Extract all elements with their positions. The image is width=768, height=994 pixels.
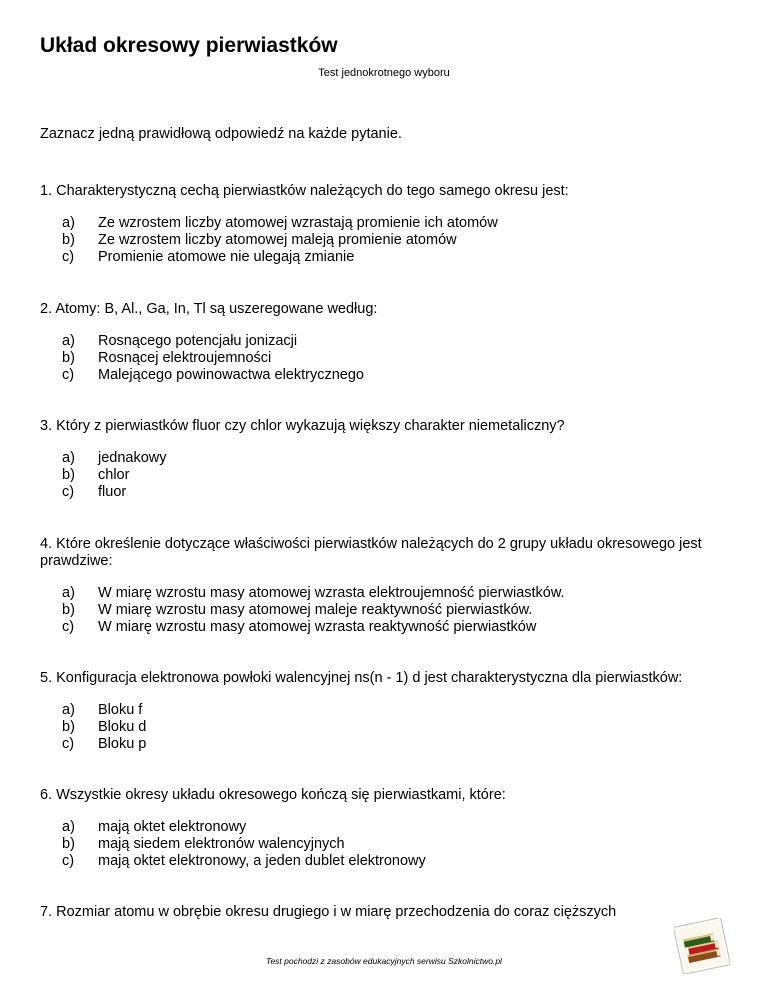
option-letter: c) [62,853,75,869]
option-text: chlor [98,467,130,483]
option-text: mają oktet elektronowy [98,819,247,835]
answer-option[interactable] [62,367,740,384]
question-6 [40,787,740,870]
option-text: Ze wzrostem liczby atomowej wzrastają promienie ich atomów [98,215,498,231]
option-letter: c) [62,619,75,635]
page-title: Układ okresowy pierwiastków [40,34,338,57]
answer-options [40,333,740,384]
option-letter: a) [62,585,75,601]
option-letter: a) [62,450,75,466]
question-text: 1. Charakterystyczną cechą pierwiastków należących do tego samego okresu jest: [40,183,569,199]
question-text: 6. Wszystkie okresy układu okresowego kończą się pierwiastkami, które: [40,787,506,803]
page-subtitle: Test jednokrotnego wyboru [318,67,450,79]
question-text: 3. Który z pierwiastków fluor czy chlor wykazują większy charakter niemetaliczny? [40,418,565,434]
option-letter: b) [62,467,75,483]
answer-option[interactable] [62,467,740,484]
answer-option[interactable] [62,585,740,602]
option-letter: a) [62,333,75,349]
books-icon [674,918,730,974]
answer-options [40,585,740,636]
option-text: Malejącego powinowactwa elektrycznego [98,367,364,383]
option-text: Bloku d [98,719,147,735]
instruction-text: Zaznacz jedną prawidłową odpowiedź na każde pytanie. [40,126,402,142]
question-5 [40,670,740,753]
question-3 [40,418,740,501]
answer-options [40,702,740,753]
option-text: Rosnącego potencjału jonizacji [98,333,298,349]
answer-option[interactable] [62,836,740,853]
option-text: W miarę wzrostu masy atomowej wzrasta reaktywność pierwiastków [98,619,537,635]
answer-option[interactable] [62,350,740,367]
answer-option[interactable] [62,232,740,249]
answer-options [40,450,740,501]
answer-option[interactable] [62,333,740,350]
option-text: Ze wzrostem liczby atomowej maleją promienie atomów [98,232,457,248]
option-text: fluor [98,484,127,500]
footer-source-note: Test pochodzi z zasobów edukacyjnych serwisu Szkolnictwo.pl [266,956,502,966]
option-letter: b) [62,602,75,618]
question-7 [40,904,740,921]
question-1 [40,183,740,266]
answer-option[interactable] [62,619,740,636]
option-text: mają siedem elektronów walencyjnych [98,836,345,852]
option-text: Bloku f [98,702,143,718]
option-letter: c) [62,736,75,752]
question-4 [40,536,740,636]
answer-option[interactable] [62,702,740,719]
answer-options [40,819,740,870]
answer-option[interactable] [62,450,740,467]
answer-option[interactable] [62,249,740,266]
option-letter: a) [62,215,75,231]
option-text: W miarę wzrostu masy atomowej wzrasta elektroujemność pierwiastków. [98,585,565,601]
option-letter: a) [62,819,75,835]
answer-option[interactable] [62,215,740,232]
answer-option[interactable] [62,484,740,501]
answer-option[interactable] [62,719,740,736]
question-text: 4. Które określenie dotyczące właściwości pierwiastków należących do 2 grupy układu okresowego jest prawdziwe: [40,536,702,569]
option-letter: c) [62,484,75,500]
option-text: Promienie atomowe nie ulegają zmianie [98,249,355,265]
option-text: Bloku p [98,736,147,752]
option-letter: b) [62,350,75,366]
answer-option[interactable] [62,736,740,753]
answer-option[interactable] [62,602,740,619]
question-2 [40,301,740,384]
option-letter: b) [62,232,75,248]
question-text: 7. Rozmiar atomu w obrębie okresu drugiego i w miarę przechodzenia do coraz cięższych [40,904,617,920]
option-text: Rosnącej elektroujemności [98,350,272,366]
answer-options [40,215,740,266]
option-letter: a) [62,702,75,718]
option-text: jednakowy [98,450,167,466]
option-letter: c) [62,249,75,265]
option-text: mają oktet elektronowy, a jeden dublet elektronowy [98,853,426,869]
option-letter: c) [62,367,75,383]
option-letter: b) [62,719,75,735]
question-text: 2. Atomy: B, Al., Ga, In, Tl są uszeregowane według: [40,301,378,317]
answer-option[interactable] [62,819,740,836]
option-letter: b) [62,836,75,852]
answer-option[interactable] [62,853,740,870]
question-text: 5. Konfiguracja elektronowa powłoki walencyjnej ns(n - 1) d jest charakterystyczna dla pierwiastków: [40,670,683,686]
option-text: W miarę wzrostu masy atomowej maleje reaktywność pierwiastków. [98,602,533,618]
